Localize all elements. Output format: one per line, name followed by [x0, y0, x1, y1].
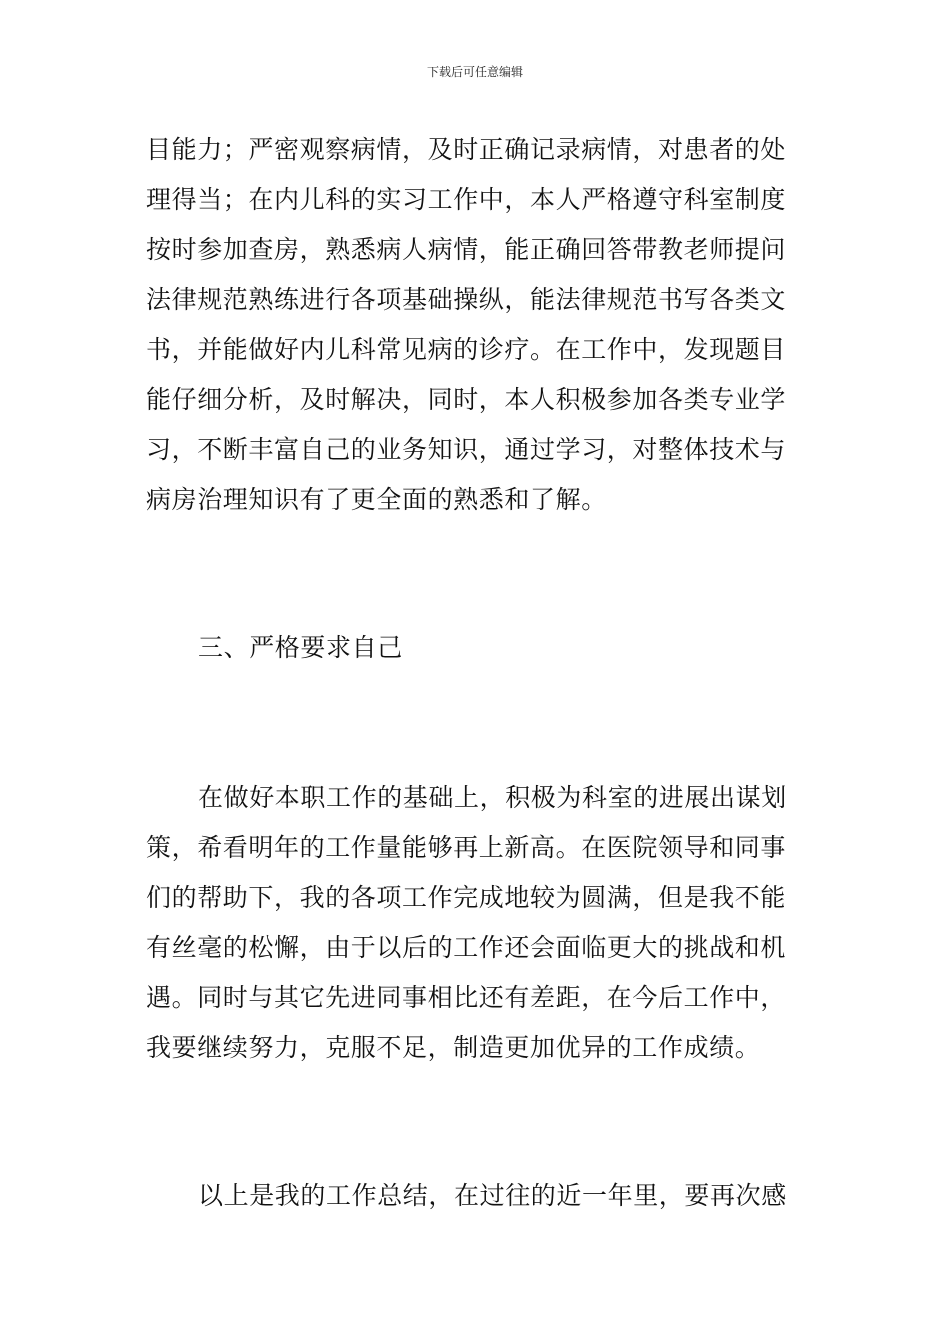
paragraph-line: 有丝毫的松懈，由于以后的工作还会面临更大的挑战和机 [146, 933, 787, 962]
paragraph-line: 能仔细分析，及时解决，同时，本人积极参加各类专业学 [146, 385, 787, 414]
page-header: 下载后可任意编辑 [426, 65, 523, 79]
paragraph-line: 我要继续努力，克服不足，制造更加优异的工作成绩。 [146, 1033, 761, 1062]
paragraph-line: 遇。同时与其它先进同事相比还有差距，在今后工作中， [146, 983, 787, 1012]
paragraph-line: 习，不断丰富自己的业务知识，通过学习，对整体技术与 [146, 435, 787, 464]
paragraph-line: 按时参加查房，熟悉病人病情，能正确回答带教老师提问 [146, 235, 787, 264]
paragraph-line: 目能力；严密观察病情，及时正确记录病情，对患者的处 [146, 135, 787, 164]
section-heading: 三、严格要求自己 [198, 633, 403, 662]
paragraph-line: 法律规范熟练进行各项基础操纵，能法律规范书写各类文 [146, 285, 787, 314]
paragraph-line: 病房治理知识有了更全面的熟悉和了解。 [146, 485, 607, 514]
paragraph-line: 书，并能做好内儿科常见病的诊疗。在工作中，发现题目 [146, 335, 787, 364]
paragraph-line: 们的帮助下，我的各项工作完成地较为圆满，但是我不能 [146, 883, 787, 912]
paragraph-line: 以上是我的工作总结，在过往的近一年里，要再次感 [198, 1181, 787, 1210]
paragraph-line: 在做好本职工作的基础上，积极为科室的进展出谋划 [198, 783, 787, 812]
paragraph-line: 理得当；在内儿科的实习工作中，本人严格遵守科室制度 [146, 185, 787, 214]
paragraph-line: 策，希看明年的工作量能够再上新高。在医院领导和同事 [146, 833, 787, 862]
